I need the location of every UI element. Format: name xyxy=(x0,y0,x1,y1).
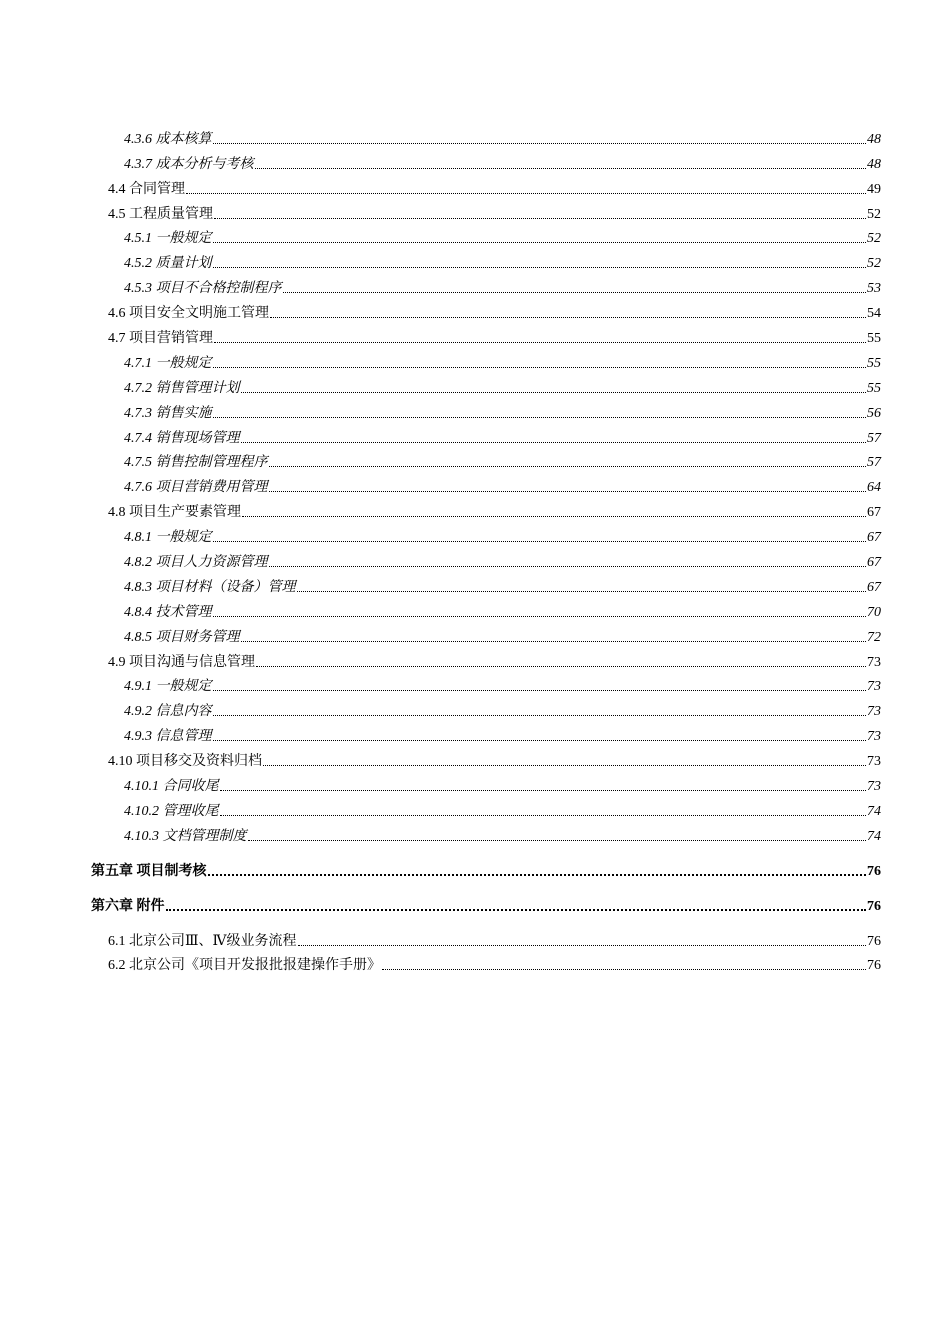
toc-entry-page: 72 xyxy=(867,629,881,645)
toc-entry[interactable] xyxy=(0,198,950,223)
dot-leader xyxy=(270,317,866,318)
toc-entry-page: 76 xyxy=(867,863,881,879)
toc-entry-title: 4.8.1 一般规定 xyxy=(124,530,212,546)
dot-leader xyxy=(241,442,867,443)
toc-entry-title: 4.7.3 销售实施 xyxy=(124,405,212,421)
dot-leader xyxy=(248,840,867,841)
toc-entry-title: 4.9 项目沟通与信息管理 xyxy=(108,654,255,670)
toc-entry-page: 52 xyxy=(867,256,881,272)
toc-entry-title: 4.9.3 信息管理 xyxy=(124,729,212,745)
dot-leader xyxy=(269,466,867,467)
toc-entry-title: 4.10.1 合同收尾 xyxy=(124,779,219,795)
dot-leader xyxy=(241,392,867,393)
toc-entry[interactable] xyxy=(0,272,950,297)
dot-leader xyxy=(242,516,866,517)
toc-entry-title: 4.8.3 项目材料（设备）管理 xyxy=(124,579,296,595)
toc-entry[interactable] xyxy=(0,546,950,571)
toc-entry[interactable] xyxy=(0,646,950,671)
dot-leader xyxy=(269,491,867,492)
toc-entry[interactable] xyxy=(0,671,950,696)
dot-leader xyxy=(214,218,866,219)
toc-entry-page: 54 xyxy=(867,306,881,322)
toc-entry[interactable] xyxy=(0,950,950,975)
dot-leader xyxy=(256,666,866,667)
toc-entry-page: 73 xyxy=(867,729,881,745)
table-of-contents xyxy=(0,123,950,974)
toc-entry-title: 4.10.3 文档管理制度 xyxy=(124,828,247,844)
dot-leader xyxy=(213,242,867,243)
toc-entry-title: 4.7.6 项目营销费用管理 xyxy=(124,480,268,496)
toc-entry-title: 4.8.5 项目财务管理 xyxy=(124,629,240,645)
toc-entry[interactable] xyxy=(0,223,950,248)
dot-leader xyxy=(220,815,867,816)
toc-entry-title: 第五章 项目制考核 xyxy=(91,863,207,879)
toc-entry-title: 4.3.7 成本分析与考核 xyxy=(124,156,254,172)
toc-entry-title: 4.4 合同管理 xyxy=(108,181,185,197)
toc-entry[interactable] xyxy=(0,347,950,372)
toc-entry[interactable] xyxy=(0,397,950,422)
toc-entry[interactable] xyxy=(0,820,950,845)
toc-entry-title: 4.7.1 一般规定 xyxy=(124,355,212,371)
toc-entry[interactable] xyxy=(0,720,950,745)
dot-leader xyxy=(382,969,866,970)
toc-entry-title: 4.6 项目安全文明施工管理 xyxy=(108,306,269,322)
dot-leader xyxy=(298,945,867,946)
dot-leader xyxy=(269,566,867,567)
toc-entry[interactable] xyxy=(0,695,950,720)
toc-entry[interactable] xyxy=(0,770,950,795)
toc-entry-page: 55 xyxy=(867,331,881,347)
toc-entry-page: 64 xyxy=(867,480,881,496)
dot-leader xyxy=(213,541,867,542)
dot-leader xyxy=(263,765,866,766)
toc-entry[interactable] xyxy=(0,148,950,173)
toc-entry-title: 4.10 项目移交及资料归档 xyxy=(108,754,262,770)
toc-entry-page: 67 xyxy=(867,505,881,521)
dot-leader xyxy=(213,267,867,268)
toc-entry-page: 52 xyxy=(867,206,881,222)
toc-entry-page: 73 xyxy=(867,779,881,795)
toc-entry-title: 6.2 北京公司《项目开发报批报建操作手册》 xyxy=(108,958,381,974)
dot-leader xyxy=(166,909,867,911)
toc-entry-title: 4.8 项目生产要素管理 xyxy=(108,505,241,521)
dot-leader xyxy=(213,143,867,144)
toc-entry[interactable] xyxy=(0,621,950,646)
toc-entry-page: 55 xyxy=(867,380,881,396)
toc-entry-page: 73 xyxy=(867,704,881,720)
toc-entry[interactable] xyxy=(0,173,950,198)
toc-entry-page: 76 xyxy=(867,933,881,949)
toc-entry[interactable] xyxy=(0,571,950,596)
toc-entry-page: 73 xyxy=(867,679,881,695)
toc-entry-title: 4.9.1 一般规定 xyxy=(124,679,212,695)
toc-entry-page: 67 xyxy=(867,555,881,571)
toc-entry-page: 76 xyxy=(867,958,881,974)
dot-leader xyxy=(213,417,867,418)
toc-entry-title: 4.10.2 管理收尾 xyxy=(124,803,219,819)
toc-entry-page: 57 xyxy=(867,455,881,471)
toc-entry-title: 4.5.1 一般规定 xyxy=(124,231,212,247)
toc-entry[interactable] xyxy=(0,745,950,770)
toc-entry[interactable] xyxy=(0,471,950,496)
dot-leader xyxy=(220,790,867,791)
toc-entry-title: 4.5.3 项目不合格控制程序 xyxy=(124,281,282,297)
toc-entry-page: 70 xyxy=(867,604,881,620)
toc-entry-title: 4.3.6 成本核算 xyxy=(124,131,212,147)
toc-entry-title: 4.7.4 销售现场管理 xyxy=(124,430,240,446)
toc-entry-title: 第六章 附件 xyxy=(91,898,165,914)
toc-entry-title: 4.7.2 销售管理计划 xyxy=(124,380,240,396)
toc-entry-title: 6.1 北京公司Ⅲ、Ⅳ级业务流程 xyxy=(108,933,297,949)
toc-entry[interactable] xyxy=(0,322,950,347)
toc-chapter-entry[interactable] xyxy=(0,890,950,915)
dot-leader xyxy=(213,616,867,617)
toc-entry-title: 4.5.2 质量计划 xyxy=(124,256,212,272)
toc-entry-title: 4.7 项目营销管理 xyxy=(108,331,213,347)
dot-leader xyxy=(297,591,867,592)
toc-chapter-entry[interactable] xyxy=(0,855,950,880)
toc-entry-page: 48 xyxy=(867,156,881,172)
dot-leader xyxy=(213,740,867,741)
toc-entry-page: 73 xyxy=(867,654,881,670)
toc-entry-title: 4.8.2 项目人力资源管理 xyxy=(124,555,268,571)
toc-entry-page: 49 xyxy=(867,181,881,197)
toc-entry[interactable] xyxy=(0,521,950,546)
toc-entry-page: 67 xyxy=(867,579,881,595)
dot-leader xyxy=(213,690,867,691)
dot-leader xyxy=(214,342,866,343)
toc-entry-page: 74 xyxy=(867,828,881,844)
dot-leader xyxy=(213,367,867,368)
dot-leader xyxy=(186,193,866,194)
toc-entry-page: 52 xyxy=(867,231,881,247)
toc-entry-title: 4.8.4 技术管理 xyxy=(124,604,212,620)
toc-entry[interactable] xyxy=(0,596,950,621)
toc-entry-page: 48 xyxy=(867,131,881,147)
toc-entry[interactable] xyxy=(0,422,950,447)
dot-leader xyxy=(255,168,867,169)
toc-entry[interactable] xyxy=(0,496,950,521)
toc-entry-page: 53 xyxy=(867,281,881,297)
toc-entry-page: 55 xyxy=(867,355,881,371)
toc-entry-title: 4.7.5 销售控制管理程序 xyxy=(124,455,268,471)
toc-entry-page: 73 xyxy=(867,754,881,770)
toc-entry[interactable] xyxy=(0,247,950,272)
toc-entry-page: 56 xyxy=(867,405,881,421)
toc-entry[interactable] xyxy=(0,297,950,322)
toc-entry-page: 57 xyxy=(867,430,881,446)
toc-entry[interactable] xyxy=(0,795,950,820)
toc-entry-title: 4.5 工程质量管理 xyxy=(108,206,213,222)
toc-entry-page: 67 xyxy=(867,530,881,546)
toc-entry[interactable] xyxy=(0,123,950,148)
toc-entry-page: 76 xyxy=(867,898,881,914)
toc-entry[interactable] xyxy=(0,925,950,950)
dot-leader xyxy=(241,641,867,642)
dot-leader xyxy=(283,292,867,293)
toc-entry-page: 74 xyxy=(867,803,881,819)
dot-leader xyxy=(208,874,867,876)
toc-entry[interactable] xyxy=(0,447,950,472)
toc-entry-title: 4.9.2 信息内容 xyxy=(124,704,212,720)
toc-entry[interactable] xyxy=(0,372,950,397)
dot-leader xyxy=(213,715,867,716)
